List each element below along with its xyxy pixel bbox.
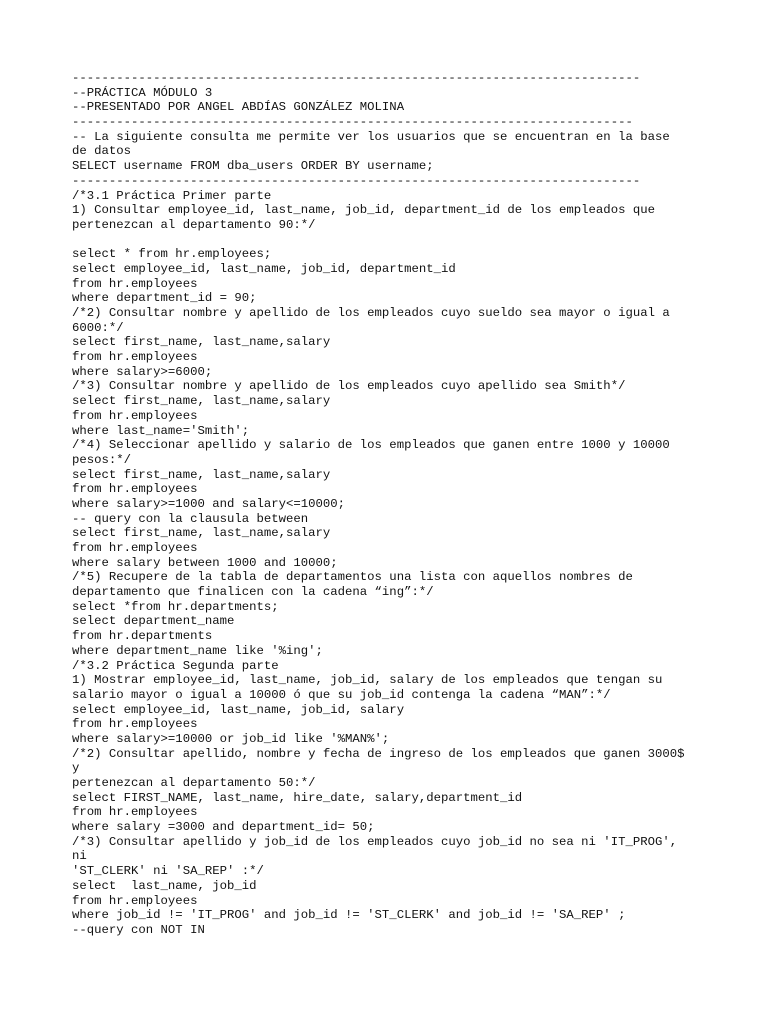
document-line: salario mayor o igual a 10000 ó que su job_id contenga la cadena “MAN”:*/ xyxy=(72,687,611,702)
document-line: select FIRST_NAME, last_name, hire_date, salary,department_id xyxy=(72,790,523,805)
document-line: departamento que finalicen con la cadena “ing”:*/ xyxy=(72,585,434,600)
document-line: --query con NOT IN xyxy=(72,922,205,937)
document-line: select first_name, last_name,salary xyxy=(72,467,331,482)
document-line: where job_id != 'IT_PROG' and job_id != 'ST_CLERK' and job_id != 'SA_REP' ; xyxy=(72,908,626,923)
document-line: /*3) Consultar apellido y job_id de los empleados cuyo job_id no sea ni 'IT_PROG', xyxy=(72,834,678,849)
document-line: from hr.employees xyxy=(72,541,198,555)
document-line: 1) Mostrar employee_id, last_name, job_id, salary de los empleados que tengan su xyxy=(72,673,663,688)
document-line: /*3.1 Práctica Primer parte xyxy=(72,188,272,203)
document-line: from hr.employees xyxy=(72,482,198,497)
document-line: --PRESENTADO POR ANGEL ABDÍAS GONZÁLEZ MOLINA xyxy=(72,100,405,115)
document-line: 'ST_CLERK' ni 'SA_REP' :*/ xyxy=(72,864,264,879)
document-line: from hr.employees xyxy=(72,805,198,820)
document-line: pertenezcan al departamento 50:*/ xyxy=(72,776,316,790)
document-line: ----------------------------------------------------------------------------- xyxy=(72,173,641,188)
document-line: ----------------------------------------------------------------------------- xyxy=(72,71,641,85)
document-line: from hr.employees xyxy=(72,893,198,908)
document-line: /*2) Consultar apellido, nombre y fecha de ingreso de los empleados que ganen 3000$ xyxy=(72,746,685,761)
document-line: --PRÁCTICA MÓDULO 3 xyxy=(72,85,213,100)
sql-script-text xyxy=(72,71,712,938)
document-line: select department_name xyxy=(72,614,235,629)
document-line: 6000:*/ xyxy=(72,320,124,335)
document-line: y xyxy=(72,761,80,776)
document-line: /*3) Consultar nombre y apellido de los empleados cuyo apellido sea Smith*/ xyxy=(72,379,626,394)
document-line: from hr.employees xyxy=(72,276,198,291)
document-line: select *from hr.departments; xyxy=(72,599,279,614)
document-line: from hr.employees xyxy=(72,717,198,732)
document-line: pesos:*/ xyxy=(72,452,132,467)
document-line: select first_name, last_name,salary xyxy=(72,335,331,350)
document-line: pertenezcan al departamento 90:*/ xyxy=(72,217,316,232)
document-line: /*4) Seleccionar apellido y salario de los empleados que ganen entre 1000 y 10000 xyxy=(72,438,670,453)
document-line: where department_name like '%ing'; xyxy=(72,643,323,658)
document-line: where last_name='Smith'; xyxy=(72,423,250,438)
document-line: select employee_id, last_name, job_id, salary xyxy=(72,702,405,717)
document-line: select first_name, last_name,salary xyxy=(72,526,331,541)
document-line: select * from hr.employees; xyxy=(72,247,272,262)
document-line: from hr.departments xyxy=(72,629,213,644)
document-line: 1) Consultar employee_id, last_name, job_id, department_id de los empleados que xyxy=(72,203,655,218)
document-line: from hr.employees xyxy=(72,408,198,423)
document-line: -- La siguiente consulta me permite ver los usuarios que se encuentran en la base xyxy=(72,129,670,144)
document-line xyxy=(72,233,712,248)
document-line: ni xyxy=(72,849,87,864)
document-line: select first_name, last_name,salary xyxy=(72,394,331,409)
document-line: ---------------------------------------------------------------------------- xyxy=(72,115,633,130)
document-line: where salary>=1000 and salary<=10000; xyxy=(72,496,346,511)
document-line: where salary>=10000 or job_id like '%MAN%'; xyxy=(72,731,390,746)
document-line: where department_id = 90; xyxy=(72,291,257,306)
document-line: from hr.employees xyxy=(72,350,198,365)
document-line: de datos xyxy=(72,144,132,159)
document-line: where salary between 1000 and 10000; xyxy=(72,555,338,570)
document-line: /*3.2 Práctica Segunda parte xyxy=(72,658,279,673)
document-line: select employee_id, last_name, job_id, department_id xyxy=(72,261,456,276)
document-line: where salary>=6000; xyxy=(72,364,213,379)
document-line: select last_name, job_id xyxy=(72,878,257,893)
document-line: where salary =3000 and department_id= 50; xyxy=(72,820,375,835)
document-line: SELECT username FROM dba_users ORDER BY username; xyxy=(72,159,434,174)
document-line: -- query con la clausula between xyxy=(72,511,309,526)
document-line: /*2) Consultar nombre y apellido de los empleados cuyo sueldo sea mayor o igual a xyxy=(72,306,670,320)
document-line: /*5) Recupere de la tabla de departamentos una lista con aquellos nombres de xyxy=(72,570,633,585)
